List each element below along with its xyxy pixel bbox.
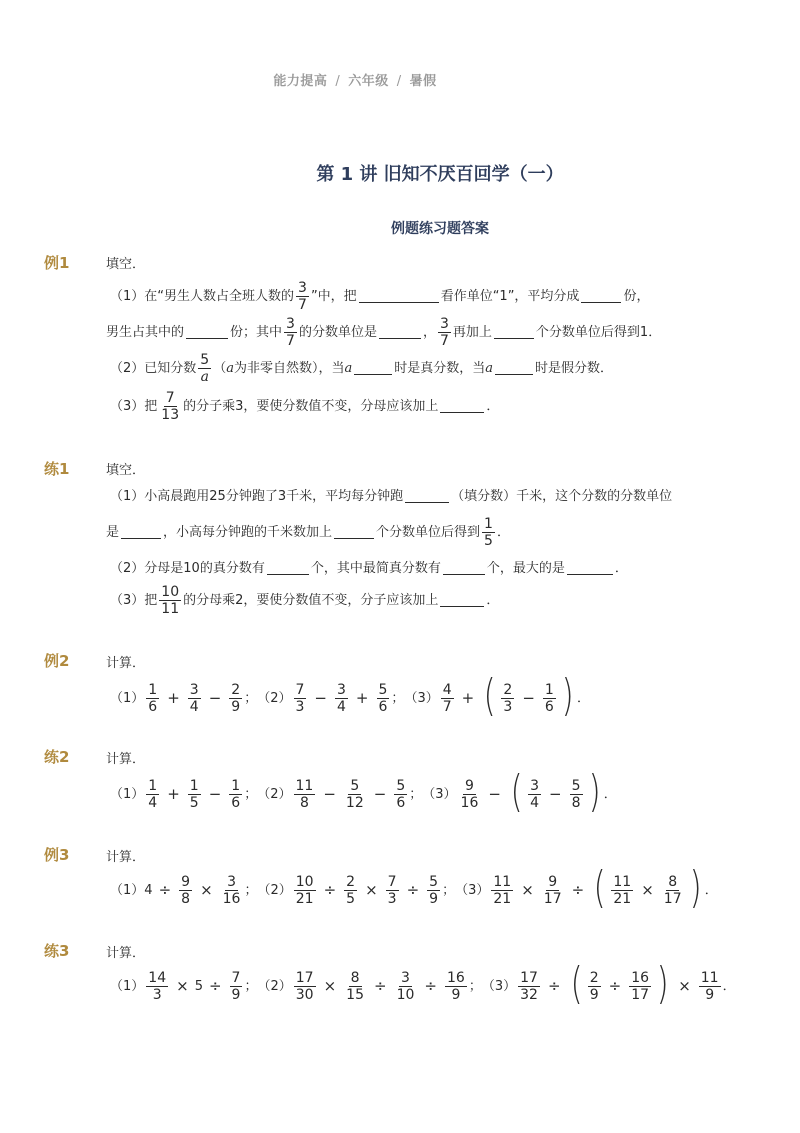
header-level: 能力提高 <box>273 74 328 89</box>
fraction <box>284 316 297 349</box>
fraction <box>230 970 243 1003</box>
item-number: （1） <box>110 882 145 898</box>
text: 时是假分数． <box>535 361 614 376</box>
fraction <box>482 516 495 549</box>
denominator: 6 <box>231 794 241 811</box>
answer-blank[interactable] <box>440 594 484 607</box>
numerator: 9 <box>181 873 191 890</box>
item-number: （2） <box>257 882 292 898</box>
numerator: 7 <box>231 969 241 986</box>
question-prompt: 填空． <box>106 463 146 478</box>
plus-sign: + <box>461 688 475 707</box>
fraction <box>344 874 357 907</box>
text: （1）在“男生人数占全班人数的 <box>110 289 295 304</box>
item-number: （2） <box>257 978 292 994</box>
numerator: 5 <box>200 352 210 368</box>
text: ． <box>496 525 510 540</box>
numerator: 3 <box>439 316 449 332</box>
period: ． <box>704 882 718 898</box>
numerator: 5 <box>396 777 406 794</box>
fraction <box>542 874 564 907</box>
denominator: 6 <box>378 698 388 715</box>
header-grade: 六年级 <box>348 74 389 89</box>
fraction <box>699 970 721 1003</box>
fraction <box>445 970 467 1003</box>
fraction <box>441 682 454 715</box>
text: （1）小高晨跑用25分钟跑了3千米，平均每分钟跑 <box>110 489 404 504</box>
semicolon: ； <box>409 786 423 802</box>
divide-sign: ÷ <box>323 880 337 899</box>
denominator: 7 <box>298 297 307 313</box>
answer-blank[interactable] <box>494 326 534 339</box>
right-paren: ) <box>656 958 669 1009</box>
numerator: 1 <box>484 516 493 532</box>
question-line <box>110 584 499 617</box>
lecture-title: 第 1 讲 旧知不厌百回学（一） <box>316 164 564 185</box>
header-separator: / <box>396 74 402 89</box>
text: 男生占其中的 <box>106 325 185 340</box>
answer-blank[interactable] <box>567 562 613 575</box>
numerator: 11 <box>295 777 314 794</box>
denominator: 9 <box>451 986 461 1003</box>
fraction <box>229 682 242 715</box>
plus-sign: + <box>167 688 180 707</box>
minus-sign: − <box>373 784 387 803</box>
item-number: （1） <box>110 690 145 706</box>
question-line <box>106 316 661 349</box>
fraction <box>294 874 316 907</box>
divide-sign: ÷ <box>424 976 437 995</box>
denominator: 6 <box>396 794 406 811</box>
denominator: 21 <box>493 890 512 907</box>
numerator: 16 <box>446 969 465 986</box>
numerator: 1 <box>544 681 554 698</box>
fraction <box>296 280 309 313</box>
fraction <box>518 970 540 1003</box>
question-label: 例2 <box>44 652 70 670</box>
numerator: 17 <box>295 969 314 986</box>
variable: a <box>226 361 234 376</box>
question-prompt: 计算． <box>106 850 146 865</box>
divide-sign: ÷ <box>158 880 172 899</box>
fraction <box>335 682 348 715</box>
text: 为非零自然数），当 <box>233 361 345 376</box>
numerator: 7 <box>165 390 175 406</box>
question-line <box>110 352 613 385</box>
text: （2）已知分数 <box>110 361 197 376</box>
numerator: 11 <box>700 969 719 986</box>
numerator: 2 <box>346 873 356 890</box>
numerator: 2 <box>231 681 241 698</box>
numerator: 16 <box>631 969 650 986</box>
left-paren: ( <box>483 670 496 721</box>
denominator: 9 <box>429 890 439 907</box>
times-sign: × <box>176 976 189 995</box>
divide-sign: ÷ <box>571 880 585 899</box>
denominator: 3 <box>503 698 513 715</box>
text: （填分数）千米，这个分数的分数单位 <box>451 489 673 504</box>
fraction <box>629 970 651 1003</box>
item-number: （3） <box>422 786 457 802</box>
denominator: 10 <box>396 986 415 1003</box>
numerator: 3 <box>227 873 237 890</box>
text: ． <box>614 561 628 576</box>
denominator: 5 <box>346 890 356 907</box>
denominator: 12 <box>345 794 364 811</box>
numerator: 5 <box>429 873 439 890</box>
fraction <box>528 778 541 811</box>
numerator: 3 <box>189 681 199 698</box>
denominator: 16 <box>460 794 479 811</box>
numerator: 2 <box>503 681 513 698</box>
denominator: 7 <box>442 698 452 715</box>
text: 时是真分数，当 <box>394 361 486 376</box>
numerator: 11 <box>613 873 632 890</box>
expression-line <box>110 766 617 817</box>
numerator: 8 <box>668 873 678 890</box>
denominator: 4 <box>530 794 540 811</box>
text: 个，其中最简真分数有 <box>310 561 441 576</box>
denominator: 8 <box>571 794 581 811</box>
denominator: 9 <box>231 986 241 1003</box>
denominator: 3 <box>295 698 305 715</box>
fraction <box>159 390 181 423</box>
denominator: 4 <box>148 794 158 811</box>
denominator: 8 <box>181 890 191 907</box>
question-prompt: 计算． <box>106 752 146 767</box>
variable: a <box>485 361 494 376</box>
question-line <box>110 490 672 503</box>
text: 再加上 <box>452 325 492 340</box>
semicolon: ； <box>244 978 258 994</box>
times-sign: × <box>678 976 691 995</box>
fraction <box>459 778 481 811</box>
denominator: 11 <box>161 601 180 617</box>
text: 份， <box>623 289 650 304</box>
text: ． <box>486 593 500 608</box>
answer-blank[interactable] <box>443 562 485 575</box>
text: 的分子乘3，要使分数值不变，分母应该加上 <box>183 399 439 414</box>
denominator: a <box>200 369 209 385</box>
denominator: 17 <box>631 986 650 1003</box>
denominator: 32 <box>520 986 538 1003</box>
numerator: 3 <box>337 681 346 698</box>
answer-blank[interactable] <box>359 290 439 303</box>
text: 个，最大的是 <box>486 561 565 576</box>
denominator: 21 <box>295 890 314 907</box>
page-header <box>0 70 710 89</box>
denominator: 13 <box>161 407 180 423</box>
numerator: 1 <box>148 777 158 794</box>
left-paren: ( <box>570 958 583 1009</box>
right-paren: ) <box>588 766 601 817</box>
fraction <box>438 316 451 349</box>
fraction <box>294 682 307 715</box>
numerator: 8 <box>350 969 360 986</box>
fraction <box>198 352 211 385</box>
question-label: 例3 <box>44 846 70 864</box>
denominator: 30 <box>295 986 314 1003</box>
numerator: 3 <box>401 969 410 986</box>
fraction <box>501 682 514 715</box>
times-sign: × <box>521 880 534 899</box>
fraction <box>294 970 316 1003</box>
divide-sign: ÷ <box>374 976 387 995</box>
semicolon: ； <box>244 882 258 898</box>
text: （3）把 <box>110 399 158 414</box>
right-paren: ) <box>689 862 702 913</box>
item-number: （2） <box>257 690 292 706</box>
semicolon: ； <box>468 978 482 994</box>
right-paren: ) <box>561 670 574 721</box>
item-number: （1） <box>110 978 145 994</box>
item-number: （1） <box>110 786 145 802</box>
plus-sign: + <box>167 784 180 803</box>
fraction <box>146 682 159 715</box>
denominator: 17 <box>663 890 682 907</box>
semicolon: ； <box>391 690 405 706</box>
denominator: 9 <box>589 986 599 1003</box>
text: 的分母乘2，要使分数值不变，分子应该加上 <box>183 593 439 608</box>
question-label: 练3 <box>44 942 70 960</box>
fraction <box>188 778 201 811</box>
minus-sign: − <box>549 784 562 803</box>
answer-blank[interactable] <box>379 326 421 339</box>
question-line <box>106 516 510 549</box>
number: 5 <box>194 978 203 994</box>
header-term: 暑假 <box>409 74 437 89</box>
fraction <box>395 970 417 1003</box>
text: 看作单位“1”，平均分成 <box>440 289 580 304</box>
fraction <box>229 778 242 811</box>
answer-blank[interactable] <box>405 490 449 503</box>
denominator: 3 <box>152 986 162 1003</box>
fraction <box>394 778 407 811</box>
denominator: 7 <box>439 333 449 349</box>
numerator: 2 <box>589 969 599 986</box>
divide-sign: ÷ <box>547 976 561 995</box>
denominator: 8 <box>299 794 309 811</box>
fraction <box>588 970 601 1003</box>
question-prompt: 计算． <box>106 946 146 961</box>
fraction <box>543 682 556 715</box>
denominator: 5 <box>484 533 493 549</box>
denominator: 3 <box>387 890 397 907</box>
fraction <box>570 778 583 811</box>
times-sign: × <box>200 880 213 899</box>
section-subtitle: 例题练习题答案 <box>391 221 489 237</box>
question-prompt: 填空． <box>106 257 146 272</box>
text: （ <box>213 361 227 376</box>
numerator: 5 <box>571 777 581 794</box>
semicolon: ； <box>244 786 258 802</box>
fraction <box>146 778 159 811</box>
text: ，小高每分钟跑的千米数加上 <box>163 525 333 540</box>
text: 份；其中 <box>230 325 283 340</box>
semicolon: ； <box>442 882 456 898</box>
numerator: 10 <box>161 584 180 600</box>
denominator: 9 <box>705 986 715 1003</box>
answer-blank[interactable] <box>495 362 533 375</box>
fraction <box>491 874 513 907</box>
minus-sign: − <box>208 688 222 707</box>
numerator: 17 <box>520 969 538 986</box>
item-number: （3） <box>481 978 517 994</box>
answer-blank[interactable] <box>121 526 161 539</box>
number: 4 <box>144 882 153 898</box>
numerator: 5 <box>350 777 360 794</box>
question-label: 例1 <box>44 254 70 272</box>
denominator: 17 <box>543 890 562 907</box>
denominator: 4 <box>189 698 199 715</box>
period: ． <box>576 690 590 706</box>
fraction <box>221 874 243 907</box>
text: ， <box>422 325 436 340</box>
numerator: 9 <box>548 873 558 890</box>
minus-sign: − <box>208 784 222 803</box>
numerator: 3 <box>530 777 540 794</box>
text: ． <box>486 399 500 414</box>
answer-blank[interactable] <box>581 290 621 303</box>
minus-sign: − <box>522 688 535 707</box>
fraction <box>159 584 181 617</box>
fraction <box>344 778 366 811</box>
numerator: 14 <box>148 969 167 986</box>
denominator: 7 <box>286 333 295 349</box>
denominator: 9 <box>231 698 241 715</box>
left-paren: ( <box>593 862 606 913</box>
text: 个分数单位后得到 <box>376 525 481 540</box>
question-line <box>110 390 499 423</box>
question-line <box>110 562 628 575</box>
header-separator: / <box>335 74 341 89</box>
question-prompt: 计算． <box>106 656 146 671</box>
text: 是 <box>106 525 120 540</box>
divide-sign: ÷ <box>608 976 622 995</box>
expression-line <box>110 862 718 913</box>
minus-sign: − <box>488 784 501 803</box>
fraction <box>146 970 168 1003</box>
fraction <box>188 682 201 715</box>
fraction <box>344 970 366 1003</box>
numerator: 3 <box>286 316 295 332</box>
text: （2）分母是10的真分数有 <box>110 561 265 576</box>
numerator: 7 <box>295 681 305 698</box>
fraction <box>179 874 192 907</box>
fraction <box>611 874 633 907</box>
minus-sign: − <box>314 688 327 707</box>
numerator: 9 <box>464 777 474 794</box>
question-label: 练1 <box>44 460 70 478</box>
denominator: 21 <box>613 890 632 907</box>
item-number: （3） <box>455 882 490 898</box>
period: ． <box>722 978 736 994</box>
answer-blank[interactable] <box>354 362 392 375</box>
minus-sign: − <box>323 784 336 803</box>
answer-blank[interactable] <box>267 562 309 575</box>
fraction <box>386 874 399 907</box>
denominator: 4 <box>337 698 346 715</box>
answer-blank[interactable] <box>334 526 374 539</box>
period: ． <box>603 786 617 802</box>
times-sign: × <box>641 880 654 899</box>
numerator: 7 <box>387 873 397 890</box>
times-sign: × <box>365 880 378 899</box>
fraction <box>377 682 390 715</box>
plus-sign: + <box>355 688 369 707</box>
variable: a <box>344 361 353 376</box>
expression-line <box>110 958 736 1009</box>
times-sign: × <box>323 976 337 995</box>
item-number: （2） <box>257 786 292 802</box>
fraction <box>294 778 316 811</box>
denominator: 6 <box>544 698 554 715</box>
denominator: 15 <box>346 986 364 1003</box>
expression-line <box>110 670 590 721</box>
numerator: 1 <box>189 777 199 794</box>
item-number: （3） <box>404 690 439 706</box>
question-label: 练2 <box>44 748 70 766</box>
left-paren: ( <box>510 766 523 817</box>
semicolon: ； <box>244 690 258 706</box>
fraction <box>427 874 440 907</box>
denominator: 16 <box>222 890 241 907</box>
numerator: 3 <box>298 280 307 296</box>
question-line <box>110 280 649 313</box>
denominator: 6 <box>148 698 158 715</box>
divide-sign: ÷ <box>406 880 420 899</box>
answer-blank[interactable] <box>186 326 228 339</box>
numerator: 1 <box>231 777 241 794</box>
numerator: 1 <box>148 681 158 698</box>
divide-sign: ÷ <box>208 976 222 995</box>
numerator: 11 <box>493 873 512 890</box>
numerator: 5 <box>378 681 388 698</box>
text: ”中，把 <box>310 289 357 304</box>
answer-blank[interactable] <box>440 400 484 413</box>
denominator: 5 <box>189 794 199 811</box>
text: 个分数单位后得到1． <box>535 325 662 340</box>
fraction <box>662 874 684 907</box>
text: （3）把 <box>110 593 158 608</box>
numerator: 4 <box>442 681 452 698</box>
numerator: 10 <box>295 873 314 890</box>
text: 的分数单位是 <box>298 325 377 340</box>
